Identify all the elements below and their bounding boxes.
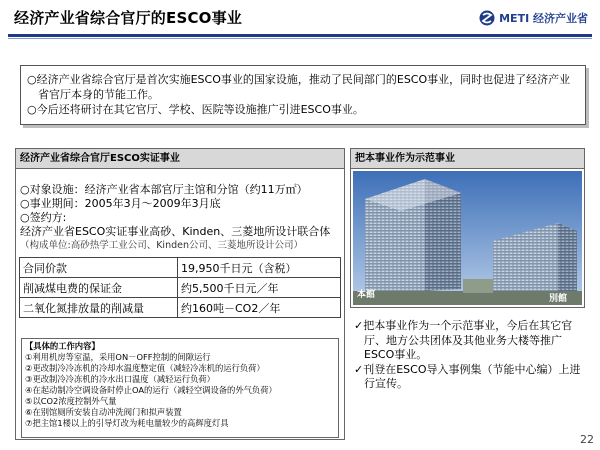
work-content-box xyxy=(21,338,339,438)
intro-line: ○今后还将研讨在其它官厅、学校、医院等设施推广引进ESCO事业。 xyxy=(27,103,364,116)
page-title: 经济产业省综合官厅的ESCO事业 xyxy=(14,9,243,27)
esco-project-panel xyxy=(15,148,345,440)
demo-notes xyxy=(354,319,586,392)
title-divider xyxy=(8,34,592,40)
list-item: ⑦把主馆1楼以上的引导灯改为耗电量较少的高辉度灯具 xyxy=(25,418,229,428)
building-photo xyxy=(353,171,582,305)
info-line: ○对象设施：经济产业省本部官厅主馆和分馆（约11万㎡） xyxy=(20,183,308,196)
table-cell-label: 二氧化氮排放量的削减量 xyxy=(20,298,178,318)
table-cell-label: 合同价款 xyxy=(20,258,178,278)
list-item: ⑥在别馆厕所安装自动冲洗阀门和拟声装置 xyxy=(25,407,182,417)
demo-project-panel xyxy=(350,148,585,308)
table-cell-label: 削减煤电费的保证金 xyxy=(20,278,178,298)
info-sub: （构成单位:高砂热学工业公司、Kinden公司、三菱地所设计公司） xyxy=(20,240,303,251)
table-cell-value: 约160吨－CO2／年 xyxy=(178,298,341,318)
section-heading: 把本事业作为示范事业 xyxy=(351,149,584,169)
info-line: 经济产业省ESCO实证事业高砂、Kinden、三菱地所设计联合体 xyxy=(20,225,331,238)
table-row xyxy=(20,258,341,278)
photo-label-annex: 別館 xyxy=(549,294,568,304)
list-item: ⑤以CO2浓度控制外气量 xyxy=(25,396,117,406)
project-info xyxy=(20,183,342,253)
intro-box xyxy=(20,65,586,125)
table-row xyxy=(20,278,341,298)
list-item: ②更改制冷冷冻机的冷却水温度整定值（减轻冷冻机的运行负荷） xyxy=(25,363,265,373)
intro-line: ○经济产业省综合官厅是首次实施ESCO事业的国家设施，推动了民间部门的ESCO事业，同时也促进了经济产业省官厅本身的节能工作。 xyxy=(27,73,571,101)
page-number: 22 xyxy=(580,433,594,446)
section-heading: 经济产业省综合官厅ESCO实证事业 xyxy=(16,149,344,169)
logo-text: METI 经济产业省 xyxy=(499,12,588,25)
note-line: ✓把本事业作为一个示范事业，今后在其它官厅、地方公共团体及其他业务大楼等推广ESCO事业。 xyxy=(354,319,573,361)
note-line: ✓刊登在ESCO导入事例集（节能中心编）上进行宣传。 xyxy=(354,362,581,390)
list-item: ④在起动制冷空调设备时停止OA的运行（减轻空调设备的外气负荷） xyxy=(25,385,277,395)
table-row xyxy=(20,298,341,318)
table-cell-value: 19,950千日元（含税） xyxy=(178,258,341,278)
photo-label-main: 本館 xyxy=(357,290,376,300)
contract-table xyxy=(19,257,341,318)
work-title: 【具体的工作内容】 xyxy=(25,341,100,351)
list-item: ①利用机房等室温，采用ON－OFF控制的间隙运行 xyxy=(25,352,211,362)
list-item: ③更改制冷冷冻机的冷水出口温度（减轻运行负荷） xyxy=(25,374,215,384)
meti-logo xyxy=(479,10,588,26)
info-line: ○事业期间：2005年3月～2009年3月底 xyxy=(20,197,221,210)
meti-logo-icon xyxy=(479,10,495,26)
info-line: ○签约方: xyxy=(20,211,67,224)
table-cell-value: 约5,500千日元／年 xyxy=(178,278,341,298)
